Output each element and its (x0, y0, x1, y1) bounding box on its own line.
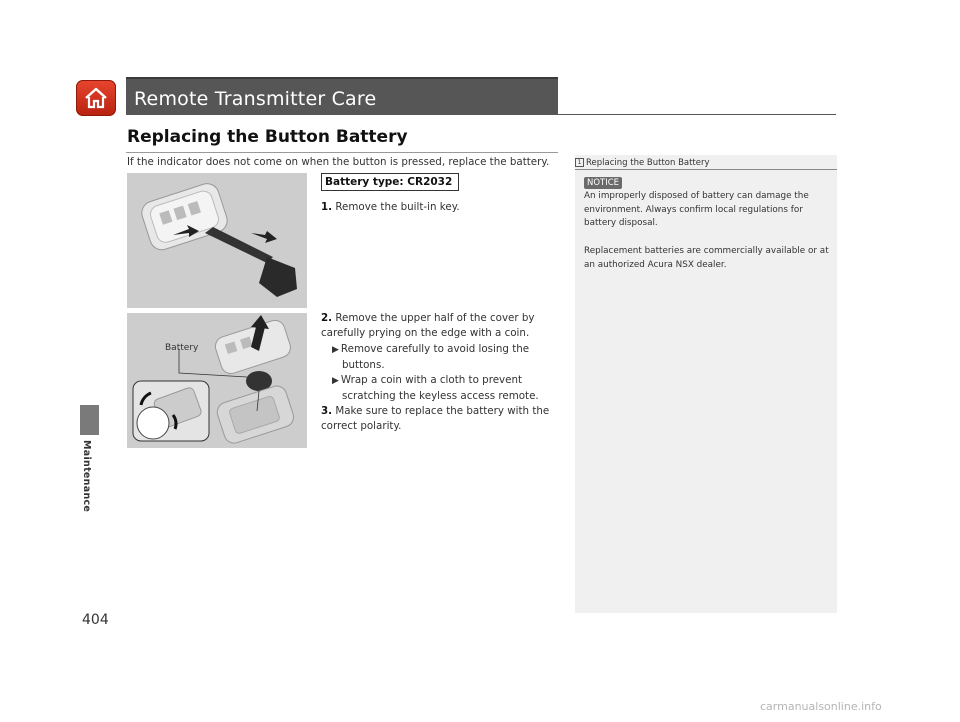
substep-text: Wrap a coin with a cloth to prevent scratching the keyless access remote. (340, 374, 539, 402)
figure-replace-battery (127, 313, 307, 448)
page-title: Remote Transmitter Care (134, 88, 377, 110)
step-2 (321, 311, 551, 341)
step-text: Remove the upper half of the cover by carefully prying on the edge with a coin. (321, 312, 535, 339)
sidebar-divider (575, 169, 837, 170)
intro-text: If the indicator does not come on when the button is pressed, replace the battery. (127, 156, 550, 168)
step-number: 2. (321, 312, 333, 324)
notice-text: An improperly disposed of battery can damage the environment. Always confirm local regulations for battery disposal. (584, 191, 809, 228)
sidebar-heading-text: Replacing the Button Battery (586, 158, 710, 168)
home-button[interactable] (76, 80, 116, 116)
step-text: Remove the built-in key. (335, 201, 460, 213)
sidebar-note: Replacement batteries are commercially available or at an authorized Acura NSX dealer. (584, 246, 829, 270)
section-tab-marker (80, 405, 99, 435)
triangle-right-icon: ▶ (332, 376, 339, 386)
home-icon (83, 85, 109, 111)
step-number: 3. (321, 405, 333, 417)
step-number: 1. (321, 201, 333, 213)
section-tab-label: Maintenance (81, 440, 92, 513)
substep-2 (332, 373, 557, 404)
substep-text: Remove carefully to avoid losing the buttons. (340, 343, 530, 371)
section-divider (126, 152, 558, 153)
battery-type-box: Battery type: CR2032 (321, 173, 459, 191)
sidebar-heading (575, 158, 710, 168)
triangle-right-icon: ▶ (332, 345, 339, 355)
page-title-bar (126, 77, 558, 115)
substep-1 (332, 342, 557, 373)
page-number: 404 (82, 612, 109, 628)
step-3 (321, 404, 551, 434)
title-divider (126, 114, 836, 115)
section-title: Replacing the Button Battery (127, 127, 408, 147)
watermark: carmanualsonline.info (760, 700, 882, 713)
notice-badge: NOTICE (584, 177, 622, 189)
reference-mark-icon: 1 (575, 158, 584, 167)
step-text: Make sure to replace the battery with the correct polarity. (321, 405, 550, 432)
figure-label-battery: Battery (165, 343, 199, 353)
step-1 (321, 200, 460, 215)
figure-remove-key (127, 173, 307, 308)
